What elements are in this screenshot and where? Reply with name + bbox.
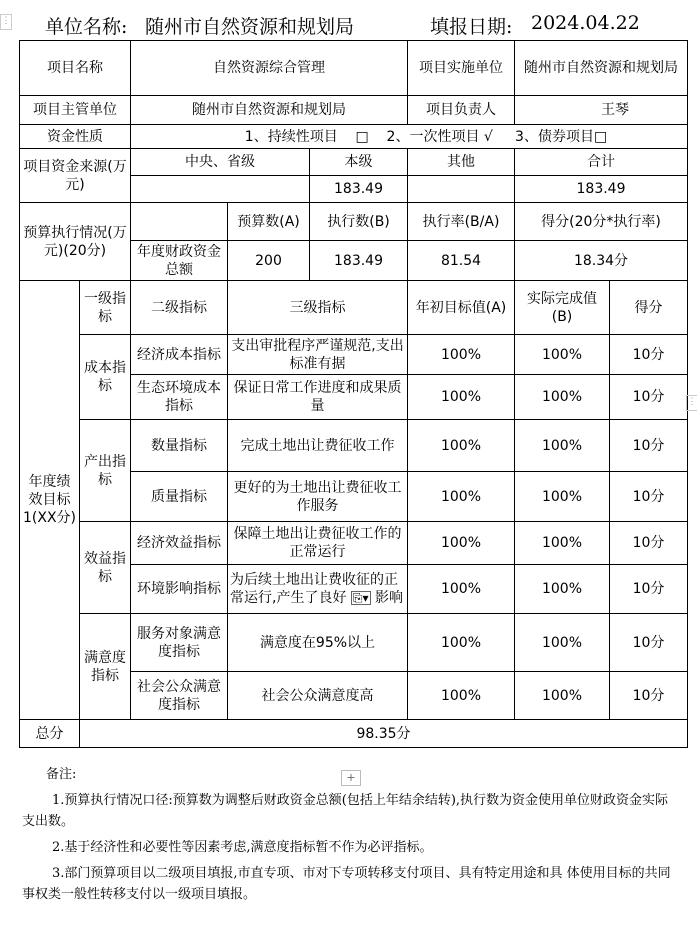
funds-local-value[interactable]: 183.49 bbox=[310, 176, 408, 203]
perf-l3-header: 三级指标 bbox=[228, 281, 408, 335]
perf-score-cell[interactable]: 10分 bbox=[610, 672, 688, 720]
perf-header-row bbox=[20, 281, 688, 335]
perf-l2-cell: 社会公众满意度指标 bbox=[131, 672, 228, 720]
project-name-label: 项目名称 bbox=[20, 41, 131, 96]
perf-target-cell[interactable]: 100% bbox=[408, 472, 515, 522]
notes-title: 备注: bbox=[46, 767, 77, 782]
budget-row-label: 年度财政资金总额 bbox=[131, 241, 228, 281]
perf-l1-cost: 成本指标 bbox=[80, 335, 131, 420]
budget-a-value[interactable]: 200 bbox=[228, 241, 310, 281]
total-value[interactable]: 98.35分 bbox=[80, 720, 688, 748]
budget-exec-header: 执行数(B) bbox=[310, 203, 408, 241]
supervisor-label: 项目主管单位 bbox=[20, 96, 131, 125]
perf-l2-cell: 环境影响指标 bbox=[131, 565, 228, 614]
impl-unit-value[interactable]: 随州市自然资源和规划局 bbox=[515, 41, 688, 96]
budget-label: 预算执行情况(万元)(20分) bbox=[20, 203, 131, 281]
funds-total-header: 合计 bbox=[515, 149, 688, 176]
impl-unit-label: 项目实施单位 bbox=[408, 41, 515, 96]
funds-other-value[interactable] bbox=[408, 176, 515, 203]
perf-score-cell[interactable]: 10分 bbox=[610, 375, 688, 420]
funds-central-header: 中央、省级 bbox=[131, 149, 310, 176]
perf-actual-cell[interactable]: 100% bbox=[515, 472, 610, 522]
perf-score-cell[interactable]: 10分 bbox=[610, 522, 688, 565]
table-row bbox=[20, 420, 688, 472]
perf-target-cell[interactable]: 100% bbox=[408, 420, 515, 472]
notes-section bbox=[22, 764, 677, 905]
budget-a-header: 预算数(A) bbox=[228, 203, 310, 241]
budget-exec-value[interactable]: 183.49 bbox=[310, 241, 408, 281]
perf-l2-cell: 服务对象满意度指标 bbox=[131, 614, 228, 672]
performance-table bbox=[19, 40, 688, 748]
left-margin-marker-icon: ⋮ bbox=[0, 14, 12, 30]
budget-rate-value[interactable]: 81.54 bbox=[408, 241, 515, 281]
plus-icon[interactable]: + bbox=[341, 770, 361, 786]
perf-l1-benefit: 效益指标 bbox=[80, 522, 131, 614]
project-name-row bbox=[20, 41, 688, 96]
budget-header-row bbox=[20, 203, 688, 241]
unit-label: 单位名称: bbox=[45, 16, 128, 38]
perf-l3-text: 为后续土地出让费收征的正常运行,产生了良好 bbox=[230, 572, 398, 606]
note-2: 2.基于经济性和必要性等因素考虑,满意度指标暂不作为必评指标。 bbox=[52, 840, 433, 855]
funds-nature-options[interactable]: 1、持续性项目 □ 2、一次性项目 √ 3、债券项目□ bbox=[131, 125, 688, 149]
perf-l3-cell[interactable]: 保障土地出让费征收工作的正常运行 bbox=[228, 522, 408, 565]
unit-value: 随州市自然资源和规划局 bbox=[145, 16, 355, 38]
right-margin-marker-icon: ⋮ bbox=[686, 395, 697, 411]
funds-nature-row bbox=[20, 125, 688, 149]
perf-target-cell[interactable]: 100% bbox=[408, 672, 515, 720]
perf-actual-cell[interactable]: 100% bbox=[515, 375, 610, 420]
perf-actual-cell[interactable]: 100% bbox=[515, 672, 610, 720]
perf-score-header: 得分 bbox=[610, 281, 688, 335]
table-row bbox=[20, 522, 688, 565]
perf-l3-text-tail: 影响 bbox=[374, 590, 403, 606]
perf-l1-satisfaction: 满意度指标 bbox=[80, 614, 131, 720]
project-name-value[interactable]: 自然资源综合管理 bbox=[131, 41, 408, 96]
perf-target-cell[interactable]: 100% bbox=[408, 375, 515, 420]
table-row bbox=[20, 614, 688, 672]
perf-l3-cell[interactable]: 满意度在95%以上 bbox=[228, 614, 408, 672]
budget-rate-header: 执行率(B/A) bbox=[408, 203, 515, 241]
perf-actual-cell[interactable]: 100% bbox=[515, 565, 610, 614]
budget-score-header: 得分(20分*执行率) bbox=[515, 203, 688, 241]
perf-score-cell[interactable]: 10分 bbox=[610, 565, 688, 614]
perf-target-header: 年初目标值(A) bbox=[408, 281, 515, 335]
funds-source-label: 项目资金来源(万元) bbox=[20, 149, 131, 203]
perf-l1-header: 一级指标 bbox=[80, 281, 131, 335]
perf-target-cell[interactable]: 100% bbox=[408, 565, 515, 614]
note-1: 1.预算执行情况口径:预算数为调整后财政资金总额(包括上年结余结转),执行数为资金使用单位财政资金实际支出数。 bbox=[22, 793, 669, 829]
leader-value[interactable]: 王琴 bbox=[515, 96, 688, 125]
perf-l3-cell[interactable]: 社会公众满意度高 bbox=[228, 672, 408, 720]
perf-l2-cell: 生态环境成本指标 bbox=[131, 375, 228, 420]
table-row bbox=[20, 335, 688, 375]
perf-l3-cell[interactable]: 完成土地出让费征收工作 bbox=[228, 420, 408, 472]
funds-local-header: 本级 bbox=[310, 149, 408, 176]
perf-l2-cell: 经济效益指标 bbox=[131, 522, 228, 565]
perf-actual-header: 实际完成值(B) bbox=[515, 281, 610, 335]
perf-score-cell[interactable]: 10分 bbox=[610, 420, 688, 472]
total-row bbox=[20, 720, 688, 748]
perf-l3-cell[interactable]: 保证日常工作进度和成果质量 bbox=[228, 375, 408, 420]
perf-l2-header: 二级指标 bbox=[131, 281, 228, 335]
supervisor-row bbox=[20, 96, 688, 125]
perf-actual-cell[interactable]: 100% bbox=[515, 614, 610, 672]
perf-l3-cell[interactable]: 更好的为土地出让费征收工作服务 bbox=[228, 472, 408, 522]
perf-target-cell[interactable]: 100% bbox=[408, 614, 515, 672]
perf-l2-cell: 质量指标 bbox=[131, 472, 228, 522]
supervisor-value[interactable]: 随州市自然资源和规划局 bbox=[131, 96, 408, 125]
perf-l2-cell: 经济成本指标 bbox=[131, 335, 228, 375]
perf-actual-cell[interactable]: 100% bbox=[515, 522, 610, 565]
perf-score-cell[interactable]: 10分 bbox=[610, 335, 688, 375]
leader-label: 项目负责人 bbox=[408, 96, 515, 125]
funds-total-value[interactable]: 183.49 bbox=[515, 176, 688, 203]
perf-l3-cell[interactable] bbox=[228, 565, 408, 614]
perf-actual-cell[interactable]: 100% bbox=[515, 335, 610, 375]
perf-l2-cell: 数量指标 bbox=[131, 420, 228, 472]
perf-target-cell[interactable]: 100% bbox=[408, 335, 515, 375]
total-label: 总分 bbox=[20, 720, 80, 748]
funds-other-header: 其他 bbox=[408, 149, 515, 176]
perf-l3-cell[interactable]: 支出审批程序严谨规范,支出标准有据 bbox=[228, 335, 408, 375]
perf-actual-cell[interactable]: 100% bbox=[515, 420, 610, 472]
date-label: 填报日期: bbox=[430, 16, 513, 38]
perf-target-cell[interactable]: 100% bbox=[408, 522, 515, 565]
perf-l1-output: 产出指标 bbox=[80, 420, 131, 522]
note-3: 3.部门预算项目以二级项目填报,市直专项、市对下专项转移支付项目、具有特定用途和具 体使用目标的共同事权类一般性转移支付以一级项目填报。 bbox=[22, 866, 671, 902]
perf-score-cell[interactable]: 10分 bbox=[610, 472, 688, 522]
funds-source-header-row bbox=[20, 149, 688, 176]
budget-empty-cell bbox=[131, 203, 228, 241]
funds-central-value[interactable] bbox=[131, 176, 310, 203]
paste-options-icon[interactable]: ⎘▾ bbox=[352, 591, 369, 605]
form-header bbox=[45, 12, 685, 38]
budget-score-value[interactable]: 18.34分 bbox=[515, 241, 688, 281]
funds-nature-label: 资金性质 bbox=[20, 125, 131, 149]
perf-score-cell[interactable]: 10分 bbox=[610, 614, 688, 672]
date-value: 2024.04.22 bbox=[531, 12, 640, 34]
perf-side-label: 年度绩效目标1(XX分) bbox=[20, 281, 80, 720]
